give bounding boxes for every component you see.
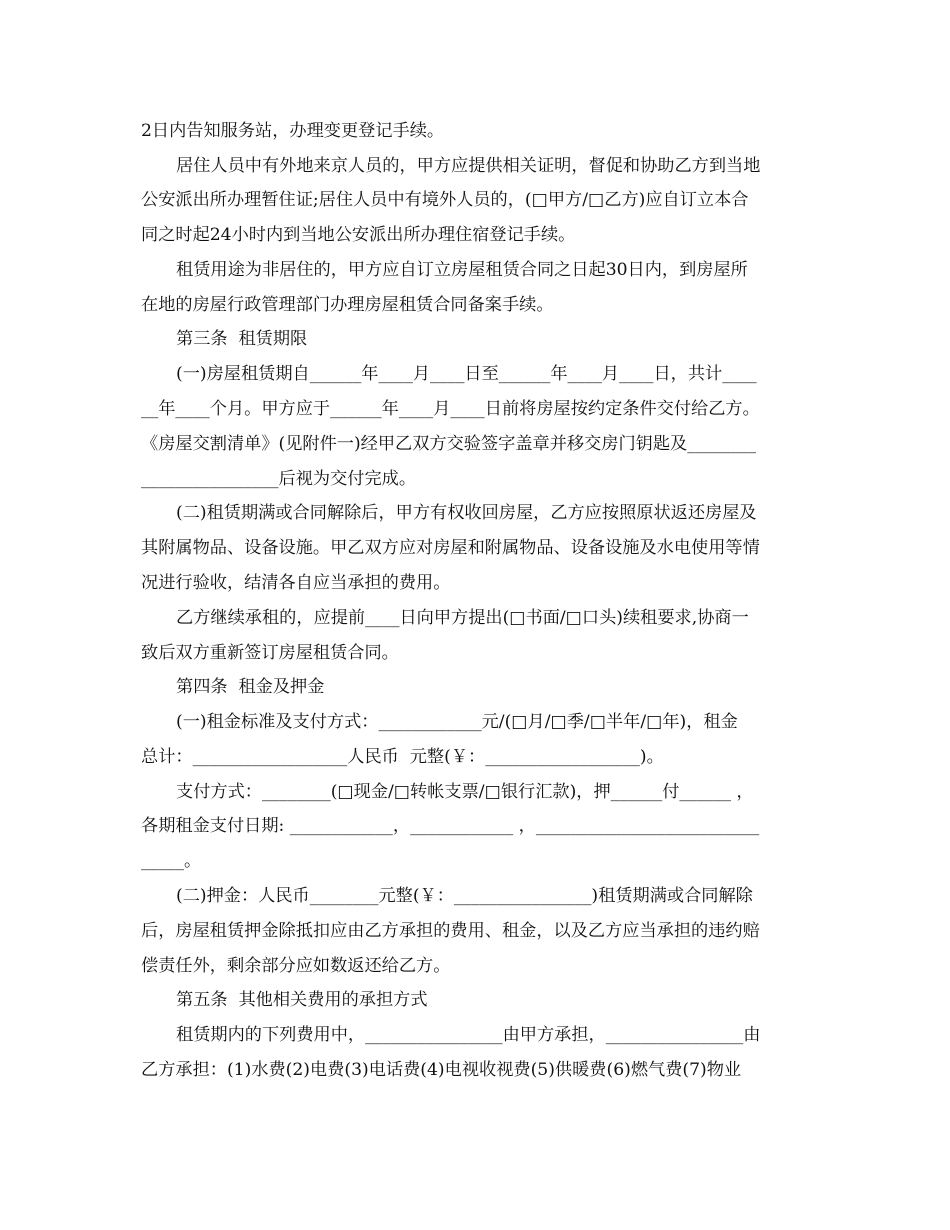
text-line: 致后双方重新签订房屋租赁合同。 — [141, 643, 399, 663]
text-line: 2日内告知服务站，办理变更登记手续。 — [141, 121, 445, 141]
text-line: 各期租金支付日期: ____________，____________ ，__________________________ — [141, 816, 760, 836]
text-line: 《房屋交割清单》(见附件一)经甲乙双方交验签字盖章并移交房门钥匙及________ — [141, 434, 756, 454]
text-line: 况进行验收，结清各自应当承担的费用。 — [141, 573, 451, 593]
section-heading: 第三条 租赁期限 — [176, 329, 308, 349]
text-line: 居住人员中有外地来京人员的，甲方应提供相关证明，督促和协助乙方到当地 — [176, 156, 761, 176]
text-line: (一)租金标准及支付方式：____________元/(□月/□季/□半年/□年)，租金 — [176, 712, 738, 732]
text-line: ________________后视为交付完成。 — [141, 469, 417, 489]
text-line: 其附属物品、设备设施。甲乙双方应对房屋和附属物品、设备设施及水电使用等情 — [141, 538, 760, 558]
text-line: 乙方承担：(1)水费(2)电费(3)电话费(4)电视收视费(5)供暖费(6)燃气费(7)物业 — [141, 1060, 742, 1080]
section-heading: 第四条 租金及押金 — [176, 677, 325, 697]
text-line: 后，房屋租赁押金除抵扣应由乙方承担的费用、租金，以及乙方应当承担的违约赔 — [141, 921, 760, 941]
text-line: 同之时起24小时内到当地公安派出所办理住宿登记手续。 — [141, 225, 576, 245]
text-line: (二)押金：人民币________元整(￥：________________)租赁期满或合同解除 — [176, 886, 753, 906]
text-line: 在地的房屋行政管理部门办理房屋租赁合同备案手续。 — [141, 295, 554, 315]
section-heading: 第五条 其他相关费用的承担方式 — [176, 990, 428, 1010]
text-line: __年____个月。甲方应于______年____月____日前将房屋按约定条件交付给乙方。 — [141, 399, 760, 419]
text-line: 公安派出所办理暂住证;居住人员中有境外人员的，(□甲方/□乙方)应自订立本合 — [141, 190, 749, 210]
text-line: (二)租赁期满或合同解除后，甲方有权收回房屋，乙方应按照原状返还房屋及 — [176, 503, 757, 523]
text-line: (一)房屋租赁期自______年____月____日至______年____月____日，共计____ — [176, 364, 757, 384]
text-line: _____。 — [141, 851, 202, 871]
text-line: 租赁用途为非居住的，甲方应自订立房屋租赁合同之日起30日内，到房屋所 — [176, 260, 748, 280]
text-line: 总计：__________________人民币 元整(￥：__________________)。 — [141, 747, 664, 767]
text-line: 乙方继续承租的，应提前____日向甲方提出(□书面/□口头)续租要求,协商一 — [176, 608, 749, 628]
text-line: 偿责任外，剩余部分应如数返还给乙方。 — [141, 956, 451, 976]
text-line: 支付方式：________(□现金/□转帐支票/□银行汇款)，押______付______ ， — [176, 782, 754, 802]
text-line: 租赁期内的下列费用中，________________由甲方承担，________________由 — [176, 1025, 761, 1045]
